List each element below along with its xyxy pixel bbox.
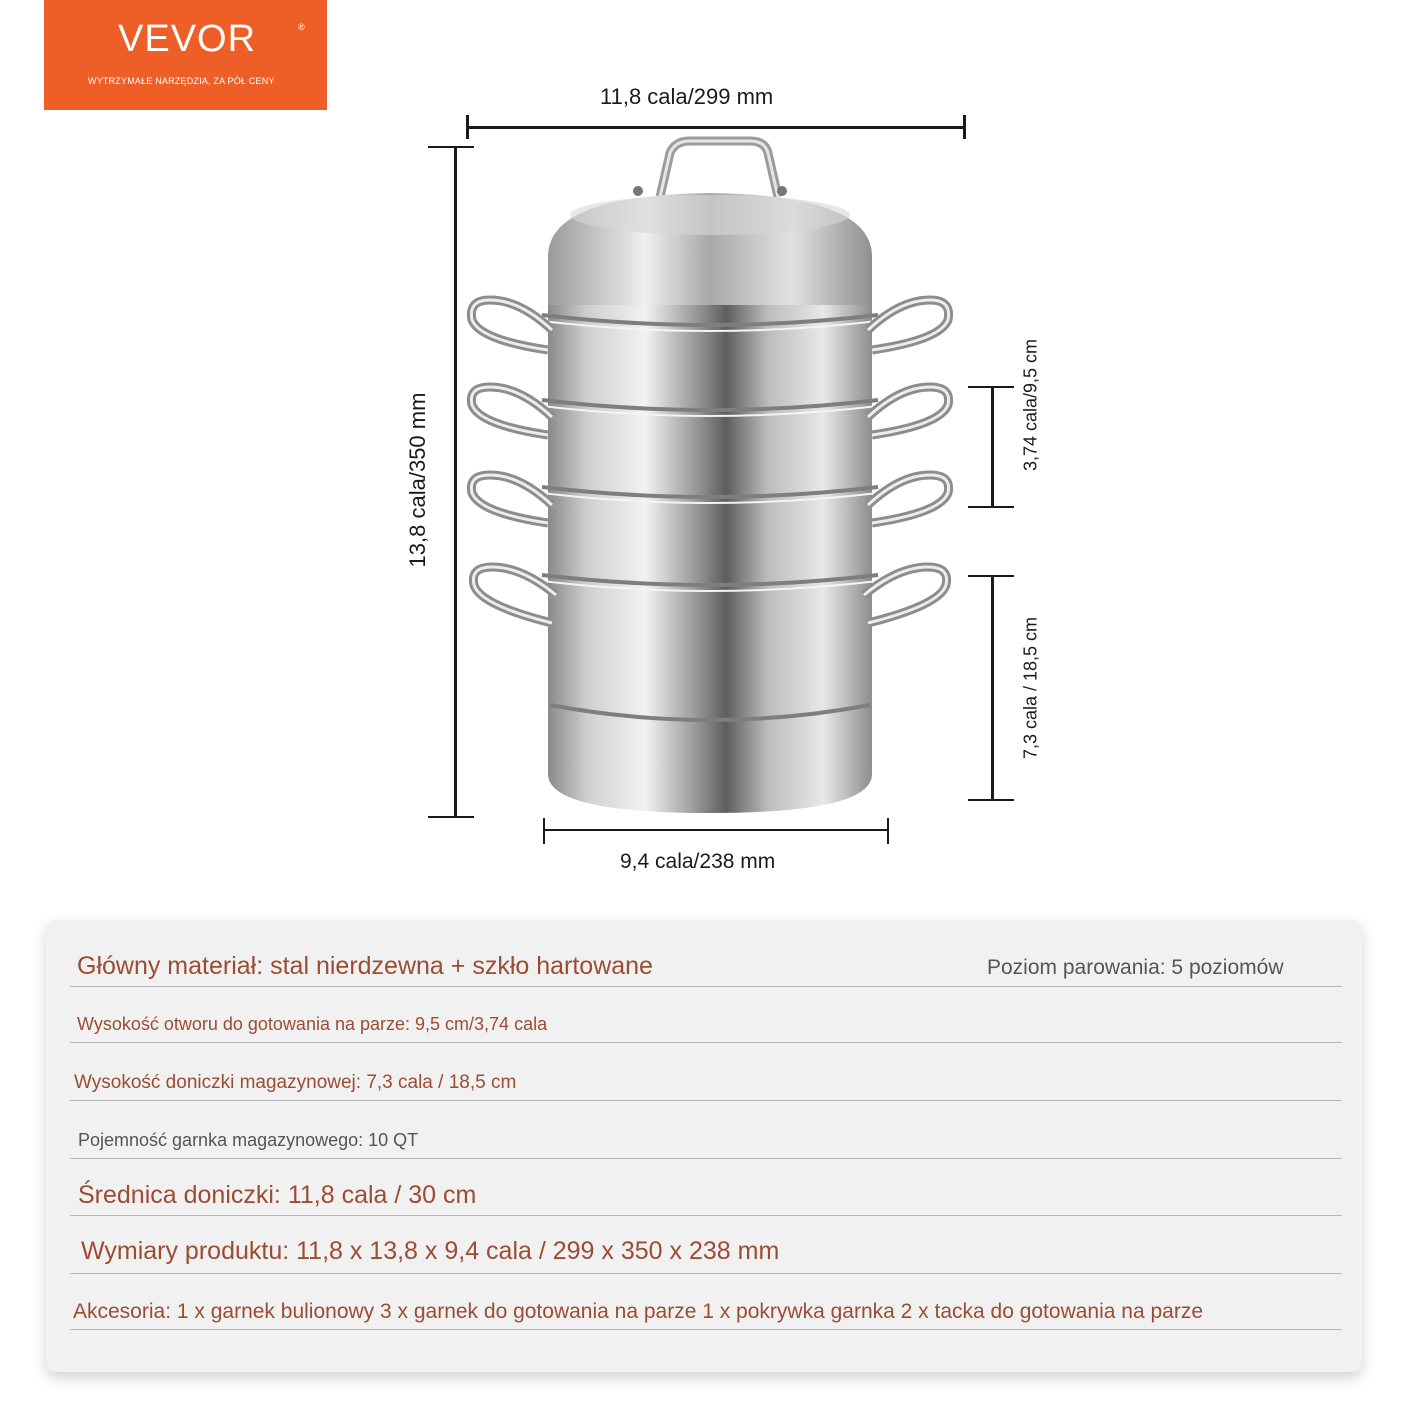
row-divider [70,1100,1342,1101]
dimension-tick [968,506,1014,508]
spec-main-material: Główny materiał: stal nierdzewna + szkło hartowane [77,952,653,980]
brand-logo [44,0,327,110]
dimension-tier-height: 3,74 cala/9,5 cm [1020,338,1041,472]
row-divider [70,986,1342,987]
dimension-line-height [454,146,457,818]
brand-tagline: WYTRZYMAŁE NARZĘDZIA, ZA PÓŁ CENY [88,76,275,86]
dimension-tick [968,799,1014,801]
spec-accessories: Akcesoria: 1 x garnek bulionowy 3 x garnek do gotowania na parze 1 x pokrywka garnka 2 x tacka do gotowania na parze [73,1300,1204,1323]
dimension-line-tier [991,386,994,506]
row-divider [70,1329,1342,1330]
dimension-base-width: 9,4 cala/238 mm [620,850,776,873]
row-divider [70,1215,1342,1216]
spec-steam-levels: Poziom parowania: 5 poziomów [987,956,1284,979]
row-divider [70,1042,1342,1043]
dimension-line-pot [991,575,994,800]
brand-name: VEVOR [118,18,257,60]
dimension-top-width: 11,8 cala/299 mm [600,84,774,109]
spec-capacity: Pojemność garnka magazynowego: 10 QT [78,1130,419,1150]
row-divider [70,1158,1342,1159]
dimension-pot-height: 7,3 cala / 18,5 cm [1020,616,1041,760]
specification-card [46,920,1362,1372]
spec-diameter: Średnica doniczki: 11,8 cala / 30 cm [78,1181,477,1209]
dimension-tick [543,818,545,844]
dimension-height: 13,8 cala/350 mm [405,392,430,568]
spec-stock-pot-height: Wysokość doniczki magazynowej: 7,3 cala / 18,5 cm [74,1072,517,1093]
steamer-pot-image [460,135,970,820]
registered-mark: ® [298,22,305,32]
spec-product-dimensions: Wymiary produktu: 11,8 x 13,8 x 9,4 cala / 299 x 350 x 238 mm [81,1237,780,1265]
dimension-line-base [543,829,889,831]
row-divider [70,1273,1342,1274]
dimension-tick [887,818,889,844]
dimension-tick [968,386,1014,388]
dimension-line-top [467,126,965,129]
dimension-tick [968,575,1014,577]
spec-steamer-height: Wysokość otworu do gotowania na parze: 9,5 cm/3,74 cala [77,1014,548,1034]
